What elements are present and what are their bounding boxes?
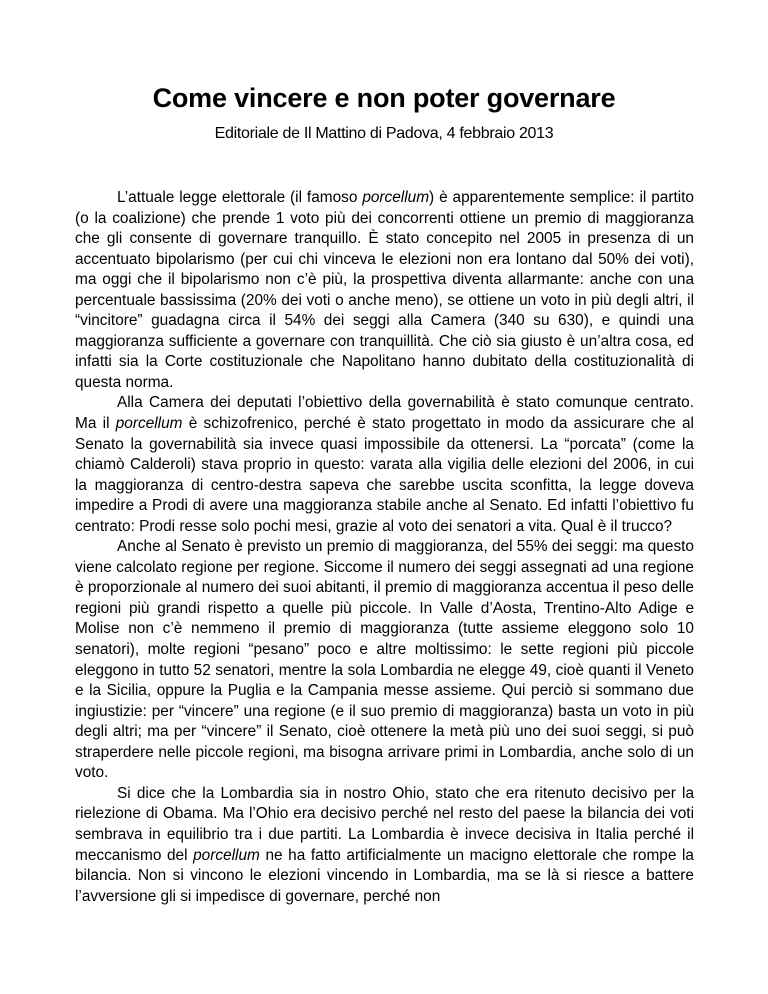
paragraph-2-emphasis: porcellum xyxy=(115,415,183,433)
page-title: Come vincere e non poter governare xyxy=(152,83,616,113)
article-body xyxy=(75,188,694,907)
paragraph-1 xyxy=(75,188,694,393)
paragraph-2-text-b: è schizofrenico, perché è stato progettato in modo da assicurare che al Senato la governabilità sia invece quasi impossibile da ottenersi. La “porcata” (come la chiamò Calderoli) stava proprio in questo: varata alla vigilia delle elezioni del 2006, in cui la maggioranza di centro-destra sapeva che sarebbe uscita sconfitta, la legge doveva impedire a Prodi di avere una maggioranza stabile anche al Senato. Ed infatti l’obiettivo fu centrato: Prodi resse solo pochi mesi, grazie al voto dei senatori a vita. Qual è il trucco? xyxy=(75,415,694,535)
paragraph-3-text: Anche al Senato è previsto un premio di maggioranza, del 55% dei seggi: ma questo viene calcolato regione per regione. Siccome il numero dei seggi assegnati ad una regione è proporzionale al numero dei suoi abitanti, il premio di maggioranza accentua il peso delle regioni più grandi rispetto a quelle più piccole. In Valle d’Aosta, Trentino-Alto Adige e Molise non c’è nemmeno il premio di maggioranza (tutte assieme eleggono solo 10 senatori), molte regioni “pesano” poco e altre moltissimo: le sette regioni più piccole eleggono in tutto 52 senatori, mentre la sola Lombardia ne elegge 49, cioè quanti il Veneto e la Sicilia, oppure la Puglia e la Campania messe assieme. Qui perciò si sommano due ingiustizie: per “vincere” una regione (e il suo premio di maggioranza) basta un voto in più degli altri; ma per “vincere” il Senato, cioè ottenere la metà più uno dei suoi seggi, si può straperdere nelle piccole regioni, ma bisogna arrivare primi in Lombardia, anche solo di un voto. xyxy=(75,538,694,782)
paragraph-2 xyxy=(75,393,694,537)
paragraph-4-emphasis: porcellum xyxy=(193,846,260,864)
paragraph-1-text-b: ) è apparentemente semplice: il partito (o la coalizione) che prende 1 voto più dei concorrenti ottiene un premio di maggioranza che gli consente di governare tranquillo. È stato concepito nel 2005 in presenza di un accentuato bipolarismo (per cui chi vinceva le elezioni non era lontano dal 50% dei voti), ma oggi che il bipolarismo non c’è più, la prospettiva diventa allarmante: anche con una percentuale bassissima (20% dei voti o anche meno), se ottiene un voto in più degli altri, il “vincitore” guadagna circa il 54% dei seggi alla Camera (340 su 630), e quindi una maggioranza sufficiente a governare con tranquillità. Che ciò sia giusto è un’altra cosa, ed infatti sia la Corte costituzionale che Napolitano hanno dubitato della costituzionalità di questa norma. xyxy=(75,189,694,391)
paragraph-4-text-b: ne ha fatto artificialmente un macigno elettorale che rompe la bilancia. Non si vincono le elezioni vincendo in Lombardia, ma se là si riesce a battere l’avversione gli si impedisce di governare, perché non xyxy=(75,846,694,905)
paragraph-1-text-a: L’attuale legge elettorale (il famoso xyxy=(117,189,363,206)
paragraph-3 xyxy=(75,537,694,784)
paragraph-4-text-a: Si dice che la Lombardia sia in nostro Ohio, stato che era ritenuto decisivo per la rielezione di Obama. Ma l’Ohio era decisivo perché nel resto del paese la bilancia dei voti sembrava in equilibrio tra i due partiti. La Lombardia è invece decisiva in Italia perché il meccanismo del xyxy=(75,784,694,864)
paragraph-1-emphasis: porcellum xyxy=(362,189,430,206)
paragraph-2-text-a: Alla Camera dei deputati l’obiettivo della governabilità è stato comunque centrato. Ma il xyxy=(75,394,694,433)
page-subtitle: Editoriale de Il Mattino di Padova, 4 febbraio 2013 xyxy=(214,125,554,142)
paragraph-4 xyxy=(75,784,694,907)
